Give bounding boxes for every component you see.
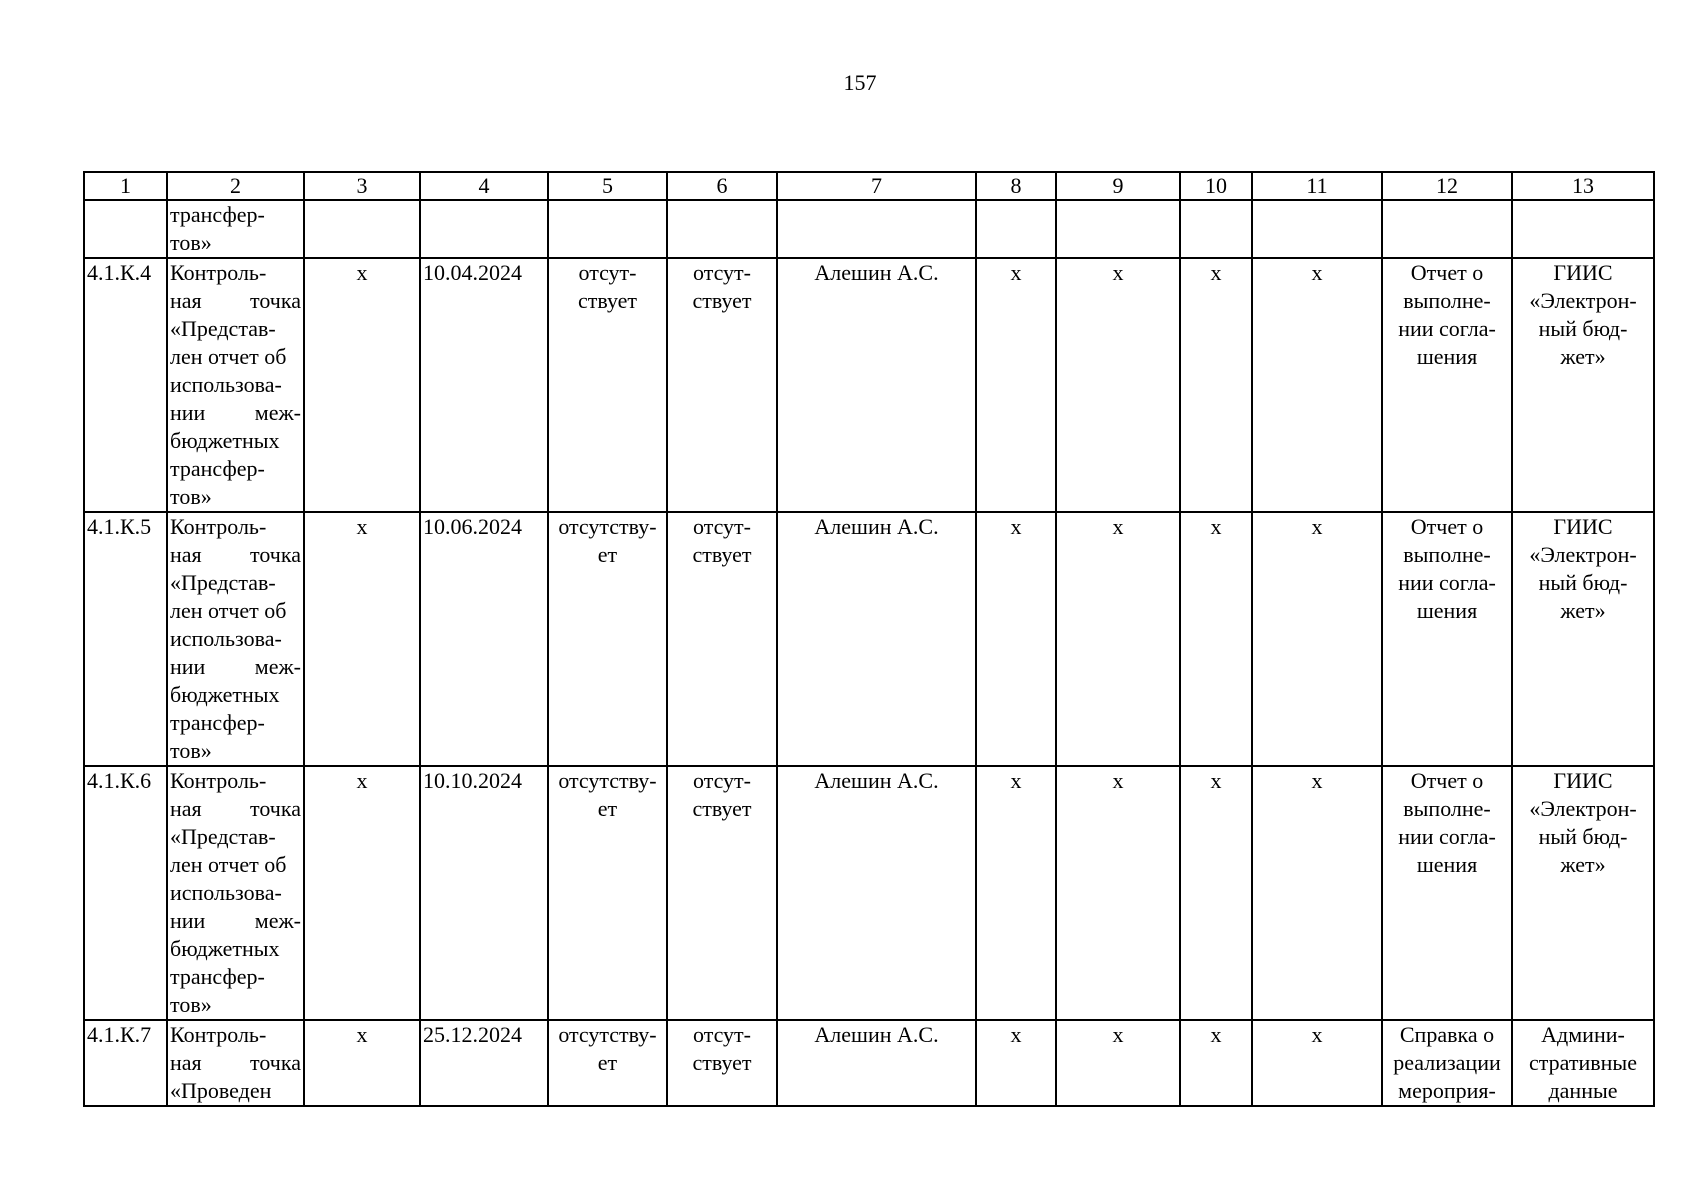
column-header: 4: [420, 172, 548, 200]
cell-date: 25.12.2024: [420, 1020, 548, 1106]
column-header: 12: [1382, 172, 1512, 200]
cell-info-system: ГИИС «Электрон- ный бюд- жет»: [1512, 766, 1654, 1020]
cell-document: Отчет о выполне- нии согла- шения: [1382, 512, 1512, 766]
continuation-row: [84, 200, 1654, 258]
cell-document: Справка о реализации мероприя-: [1382, 1020, 1512, 1106]
cell-col3: х: [304, 1020, 420, 1106]
cell-col11: х: [1252, 512, 1382, 766]
cell-col3: х: [304, 766, 420, 1020]
cell-name: Контроль- ная точка «Представ- лен отчет об использова- нии меж- бюджетных трансфер- тов»: [167, 512, 304, 766]
control-points-table: [83, 171, 1655, 1107]
cell-empty: [1180, 200, 1252, 258]
cell-col10: х: [1180, 512, 1252, 766]
cell-document: Отчет о выполне- нии согла- шения: [1382, 258, 1512, 512]
column-header: 7: [777, 172, 976, 200]
column-header: 11: [1252, 172, 1382, 200]
table-row: [84, 258, 1654, 512]
cell-col8: х: [976, 258, 1056, 512]
cell-empty: [1056, 200, 1180, 258]
cell-name: Контроль- ная точка «Проведен: [167, 1020, 304, 1106]
cell-col10: х: [1180, 258, 1252, 512]
cell-id: 4.1.К.4: [84, 258, 167, 512]
cell-date: 10.10.2024: [420, 766, 548, 1020]
cell-col5: отсутству- ет: [548, 1020, 667, 1106]
cell-col6: отсут- ствует: [667, 258, 777, 512]
cell-col3: х: [304, 512, 420, 766]
cell-col9: х: [1056, 512, 1180, 766]
cell-responsible: Алешин А.С.: [777, 1020, 976, 1106]
cell-name: Контроль- ная точка «Представ- лен отчет об использова- нии меж- бюджетных трансфер- тов»: [167, 766, 304, 1020]
column-header: 9: [1056, 172, 1180, 200]
cell-date: 10.06.2024: [420, 512, 548, 766]
column-header: 5: [548, 172, 667, 200]
cell-col11: х: [1252, 258, 1382, 512]
cell-responsible: Алешин А.С.: [777, 766, 976, 1020]
cell-id: 4.1.К.6: [84, 766, 167, 1020]
cell-empty: [1512, 200, 1654, 258]
cell-info-system: ГИИС «Электрон- ный бюд- жет»: [1512, 258, 1654, 512]
cell-name-continuation: трансфер- тов»: [167, 200, 304, 258]
cell-col8: х: [976, 512, 1056, 766]
column-header: 13: [1512, 172, 1654, 200]
cell-id: 4.1.К.7: [84, 1020, 167, 1106]
cell-empty: [976, 200, 1056, 258]
cell-col3: х: [304, 258, 420, 512]
table-row: [84, 512, 1654, 766]
column-header: 1: [84, 172, 167, 200]
table-row: [84, 1020, 1654, 1106]
cell-col6: отсут- ствует: [667, 512, 777, 766]
cell-name: Контроль- ная точка «Представ- лен отчет об использова- нии меж- бюджетных трансфер- тов»: [167, 258, 304, 512]
cell-document: Отчет о выполне- нии согла- шения: [1382, 766, 1512, 1020]
cell-col5: отсутству- ет: [548, 512, 667, 766]
cell-col6: отсут- ствует: [667, 766, 777, 1020]
cell-col11: х: [1252, 766, 1382, 1020]
cell-info-system: Админи- стративные данные: [1512, 1020, 1654, 1106]
cell-responsible: Алешин А.С.: [777, 258, 976, 512]
cell-empty: [1252, 200, 1382, 258]
cell-col5: отсутству- ет: [548, 766, 667, 1020]
column-header: 6: [667, 172, 777, 200]
table-row: [84, 766, 1654, 1020]
cell-empty: [777, 200, 976, 258]
cell-empty: [548, 200, 667, 258]
cell-col9: х: [1056, 1020, 1180, 1106]
cell-empty: [667, 200, 777, 258]
cell-col5: отсут- ствует: [548, 258, 667, 512]
cell-date: 10.04.2024: [420, 258, 548, 512]
cell-id: 4.1.К.5: [84, 512, 167, 766]
page-number: 157: [843, 70, 877, 95]
cell-col9: х: [1056, 258, 1180, 512]
cell-col10: х: [1180, 1020, 1252, 1106]
cell-col10: х: [1180, 766, 1252, 1020]
column-header: 2: [167, 172, 304, 200]
cell-col9: х: [1056, 766, 1180, 1020]
column-header: 3: [304, 172, 420, 200]
column-header: 10: [1180, 172, 1252, 200]
cell-empty: [1382, 200, 1512, 258]
cell-responsible: Алешин А.С.: [777, 512, 976, 766]
cell-col6: отсут- ствует: [667, 1020, 777, 1106]
cell-info-system: ГИИС «Электрон- ный бюд- жет»: [1512, 512, 1654, 766]
header-row: [84, 172, 1654, 200]
cell-empty: [304, 200, 420, 258]
column-header: 8: [976, 172, 1056, 200]
cell-empty: [420, 200, 548, 258]
cell-col8: х: [976, 766, 1056, 1020]
cell-empty: [84, 200, 167, 258]
cell-col8: х: [976, 1020, 1056, 1106]
cell-col11: х: [1252, 1020, 1382, 1106]
